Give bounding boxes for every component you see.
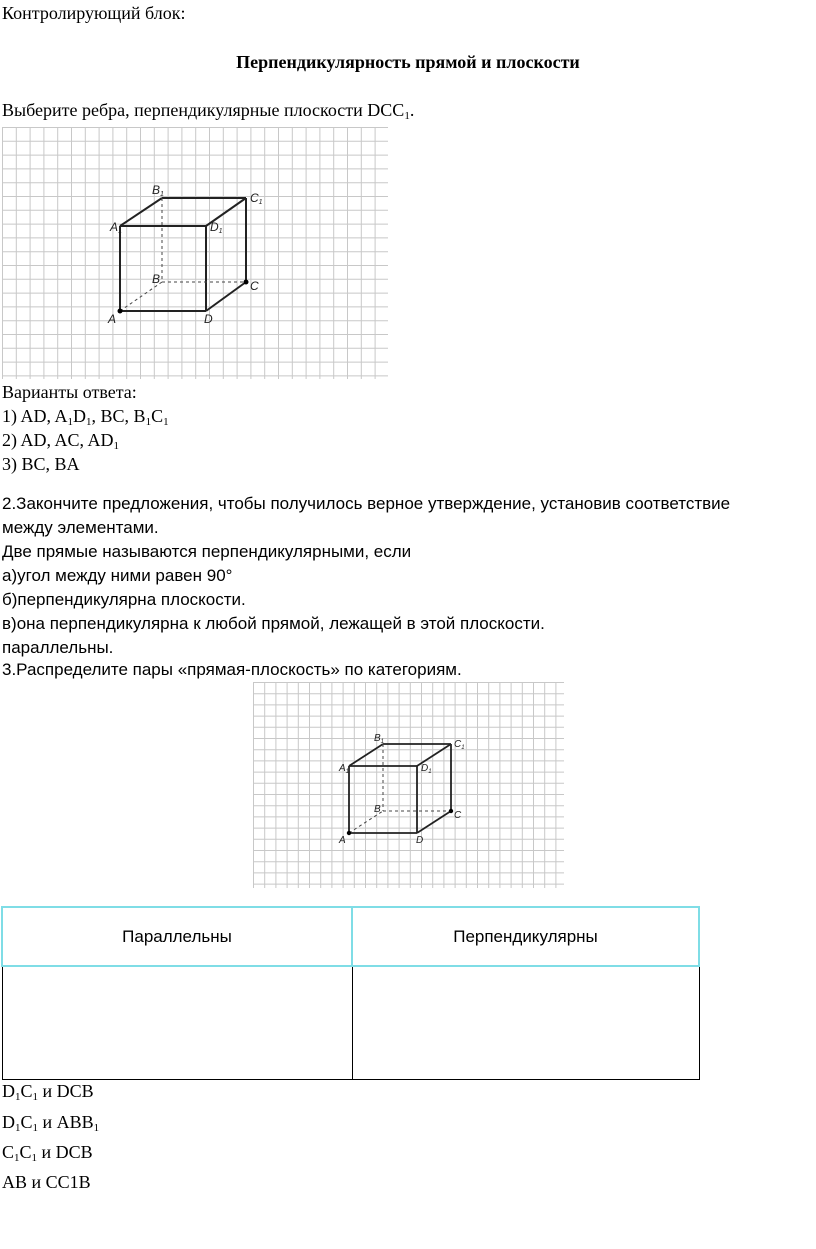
label-C1: C1 xyxy=(250,191,263,206)
label-A: A xyxy=(339,835,346,846)
label-A: A xyxy=(108,312,117,326)
pair-item-1[interactable]: $D_1C_1$ и DCB xyxy=(2,1081,94,1103)
label-B1: $B_1$ xyxy=(374,733,385,745)
answers-heading: Варианты ответа: xyxy=(2,382,137,402)
q1-prompt-sub: 1 xyxy=(404,110,410,122)
cube-drawing xyxy=(349,744,451,833)
drop-zone-parallel[interactable] xyxy=(2,966,352,1080)
pair-item-2[interactable]: $D_1C_1$ и $ABB_1$ xyxy=(2,1112,100,1134)
label-A1: $A_1$ xyxy=(339,763,350,775)
answer-option-3: 3) BC, BA xyxy=(2,454,80,474)
label-B1: B1 xyxy=(152,183,164,198)
q1-prompt xyxy=(2,99,414,121)
label-D1: D1 xyxy=(210,220,223,235)
block-label: Контролирующий блок: xyxy=(2,3,186,23)
point-C xyxy=(449,809,453,813)
q2-item-v: в)она перпендикулярна к любой прямой, лежащей в этой плоскости. xyxy=(2,614,545,633)
cube-figure-2 xyxy=(253,682,564,888)
hidden-edges xyxy=(349,744,451,833)
label-D: D xyxy=(204,312,213,326)
q2-item-a: а)угол между ними равен 90° xyxy=(2,566,233,585)
pair-item-3[interactable]: $C_1C_1$ и DCB xyxy=(2,1142,93,1164)
q2-item-d: параллельны. xyxy=(2,638,114,657)
category-table xyxy=(1,906,700,1080)
label-B: B xyxy=(374,804,381,815)
header-perpendicular: Перпендикулярны xyxy=(352,907,699,966)
q2-line-1: 2.Закончите предложения, чтобы получилось верное утверждение, установив соответствие xyxy=(2,494,731,513)
answer-option-2: 2) AD, AC, $AD_1$ xyxy=(2,430,120,452)
label-D: D xyxy=(416,835,424,846)
grid-lines xyxy=(253,682,564,888)
label-D1: $D_1$ xyxy=(421,763,432,775)
cube-figure-1 xyxy=(2,127,388,379)
grid-lines xyxy=(2,127,388,379)
q2-stem: Две прямые называются перпендикулярными, если xyxy=(2,542,412,561)
q1-prompt-text: Выберите ребра, перпендикулярные плоскости DCC xyxy=(2,100,405,120)
label-C: C xyxy=(454,810,462,821)
cube-drawing xyxy=(120,198,246,311)
q3-prompt: 3.Распределите пары «прямая-плоскость» по категориям. xyxy=(2,660,462,679)
hidden-edges xyxy=(120,198,246,311)
q2-item-b: б)перпендикулярна плоскости. xyxy=(2,590,246,609)
point-A xyxy=(118,309,123,314)
pair-item-4[interactable]: AB и CC1B xyxy=(2,1172,91,1192)
label-C1: $C_1$ xyxy=(454,739,465,751)
answer-option-1: 1) AD, $A_1D_1$, BC, $B_1C_1$ xyxy=(2,406,169,428)
header-parallel: Параллельны xyxy=(2,907,352,966)
point-C xyxy=(244,280,249,285)
label-B: B xyxy=(152,272,161,286)
drop-zone-perpendicular[interactable] xyxy=(352,966,699,1080)
q1-prompt-end: . xyxy=(409,100,415,120)
q2-line-2: между элементами. xyxy=(2,518,159,537)
label-C: C xyxy=(250,279,259,293)
point-A xyxy=(347,831,351,835)
label-A1: A1 xyxy=(110,220,122,235)
page-title: Перпендикулярность прямой и плоскости xyxy=(236,52,580,72)
